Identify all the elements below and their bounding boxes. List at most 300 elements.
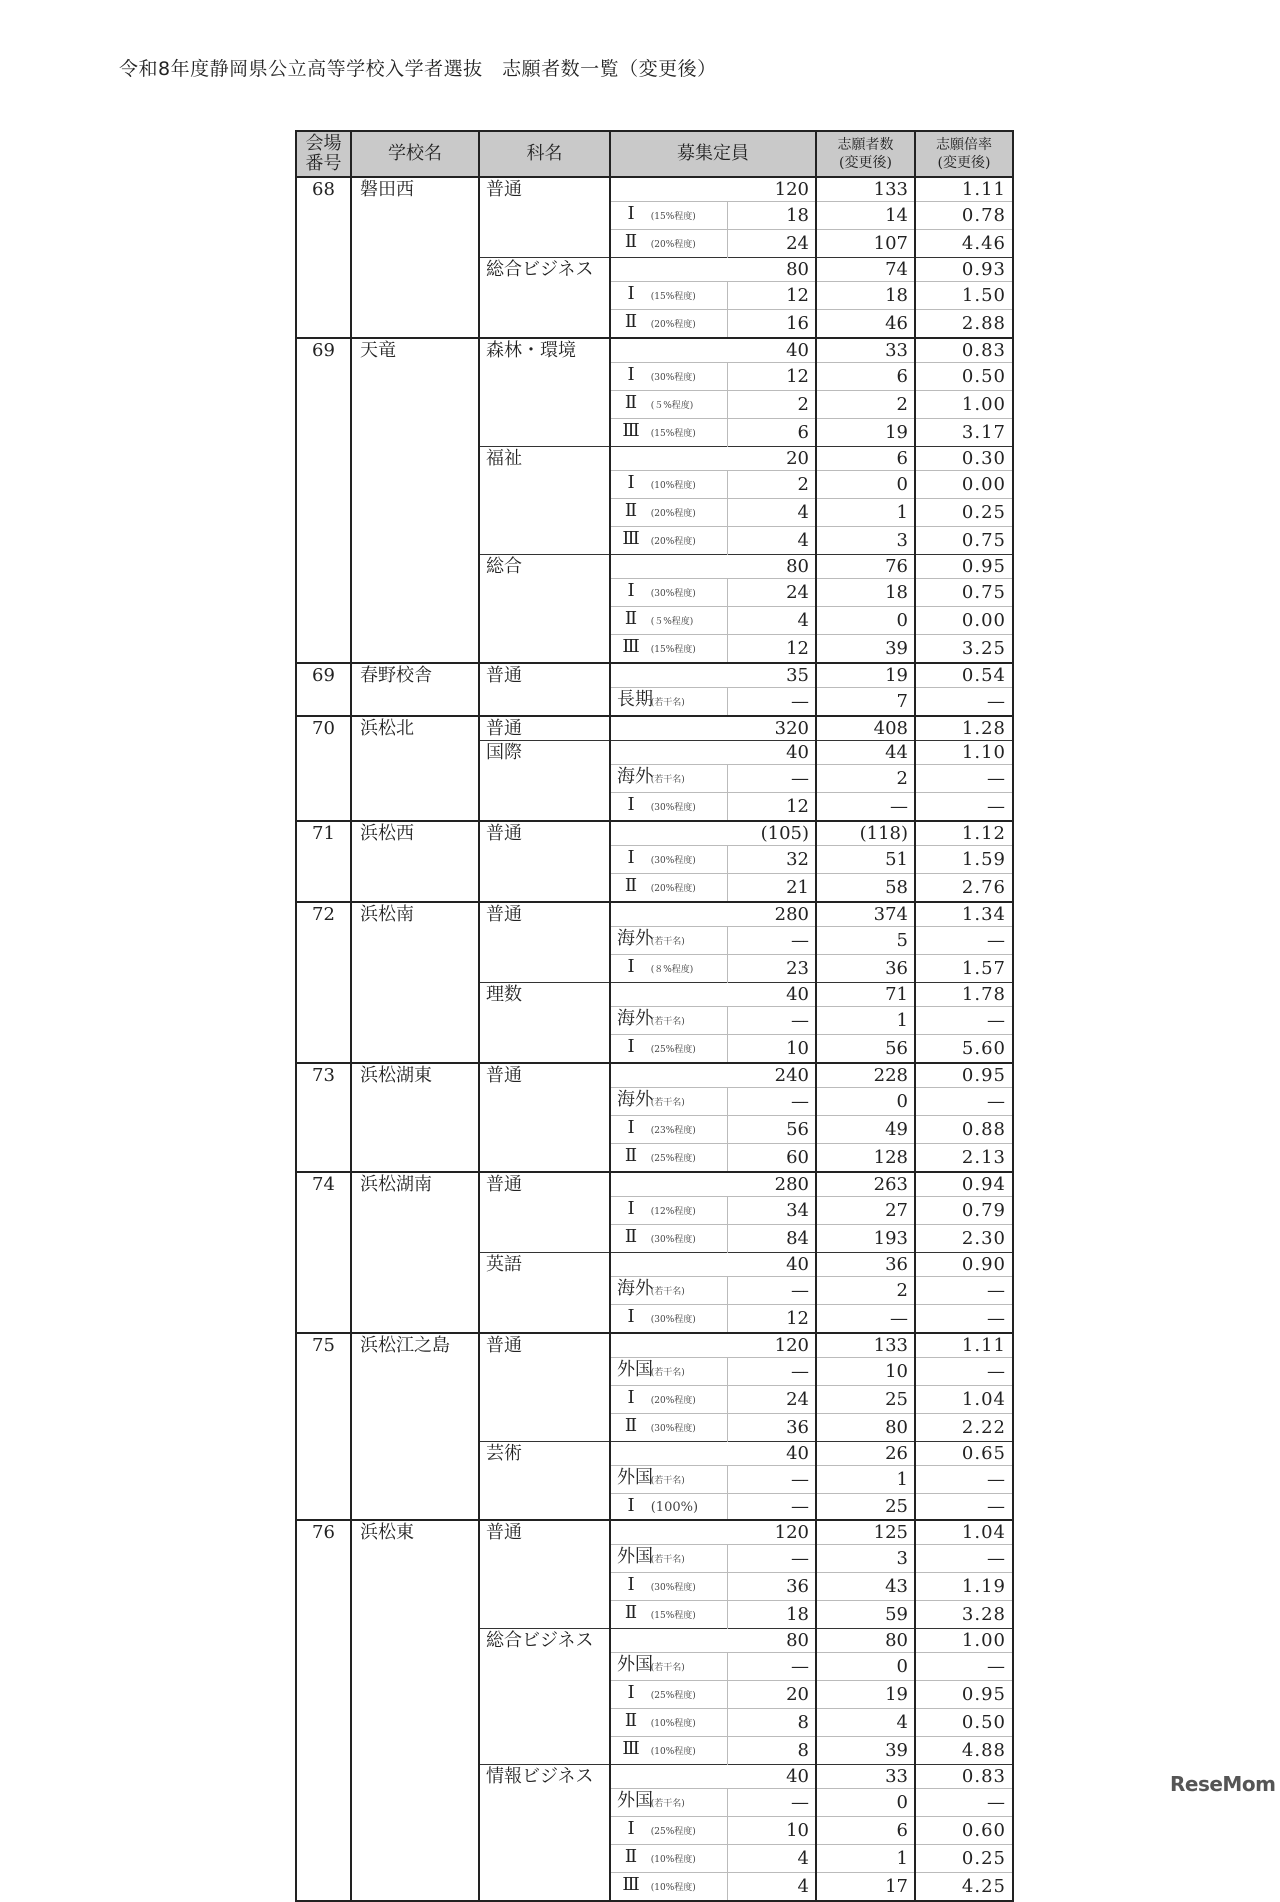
- applicants-value: 25: [816, 1494, 915, 1521]
- applicants-value: 71: [816, 983, 915, 1007]
- applicants-value: 2: [816, 391, 915, 419]
- ratio-value: —: [915, 1466, 1013, 1494]
- selection-note: (８%程度): [650, 965, 694, 975]
- quota-value: 8: [727, 1737, 816, 1765]
- ratio-value: 4.88: [915, 1737, 1013, 1765]
- selection-note: (25%程度): [650, 1154, 696, 1164]
- ratio-value: —: [915, 1277, 1013, 1305]
- applicants-value: 36: [816, 1253, 915, 1277]
- quota-value: 4: [727, 607, 816, 635]
- applicants-value: 1: [816, 1845, 915, 1873]
- applicants-value: 193: [816, 1225, 915, 1253]
- school-name: 浜松湖南: [351, 1172, 479, 1333]
- selection-note: (若干名): [650, 1287, 685, 1297]
- ratio-value: 0.25: [915, 1845, 1013, 1873]
- selection-label: [610, 607, 727, 635]
- selection-type: Ⅰ: [627, 580, 635, 601]
- table-row: [296, 821, 1013, 846]
- quota-value: 80: [610, 555, 816, 579]
- selection-label: [610, 471, 727, 499]
- selection-note: (若干名): [650, 1663, 685, 1673]
- applicants-value: 26: [816, 1442, 915, 1466]
- applicants-value: 51: [816, 846, 915, 874]
- quota-value: 240: [610, 1063, 816, 1088]
- selection-note: (20%程度): [650, 320, 696, 330]
- selection-note: (30%程度): [650, 856, 696, 866]
- applicants-table: [295, 130, 1014, 1902]
- ratio-value: 0.94: [915, 1172, 1013, 1197]
- header-ratio: [915, 131, 1013, 177]
- header-venue: [296, 131, 351, 177]
- quota-value: 18: [727, 1601, 816, 1629]
- applicants-value: 7: [816, 688, 915, 717]
- dept-name: 普通: [479, 1172, 610, 1253]
- selection-type: Ⅲ: [622, 1874, 640, 1895]
- selection-note: (30%程度): [650, 803, 696, 813]
- header-quota: 募集定員: [610, 131, 816, 177]
- header-ratio-line2: (変更後): [937, 155, 991, 171]
- quota-value: 35: [610, 663, 816, 688]
- applicants-value: 74: [816, 258, 915, 282]
- selection-label: [610, 846, 727, 874]
- quota-value: 20: [610, 447, 816, 471]
- applicants-value: 39: [816, 635, 915, 664]
- ratio-value: 0.00: [915, 607, 1013, 635]
- table-row: [296, 177, 1013, 202]
- selection-note: (20%程度): [650, 1396, 696, 1406]
- quota-value: 34: [727, 1197, 816, 1225]
- applicants-value: 1: [816, 499, 915, 527]
- ratio-value: —: [915, 688, 1013, 717]
- ratio-value: 3.28: [915, 1601, 1013, 1629]
- ratio-value: 0.83: [915, 338, 1013, 363]
- dept-name: 福祉: [479, 447, 610, 555]
- ratio-value: 0.95: [915, 555, 1013, 579]
- dept-name: 芸術: [479, 1442, 610, 1521]
- quota-value: 10: [727, 1035, 816, 1064]
- ratio-value: 0.75: [915, 527, 1013, 555]
- applicants-value: 2: [816, 765, 915, 793]
- selection-label: [610, 391, 727, 419]
- header-school: 学校名: [351, 131, 479, 177]
- applicants-value: 128: [816, 1144, 915, 1173]
- quota-value: 80: [610, 1629, 816, 1653]
- applicants-value: 133: [816, 177, 915, 202]
- quota-value: 56: [727, 1116, 816, 1144]
- selection-note: (20%程度): [650, 884, 696, 894]
- school-name: 浜松湖東: [351, 1063, 479, 1172]
- selection-label: [610, 1197, 727, 1225]
- selection-label: [610, 1088, 727, 1116]
- dept-name: 普通: [479, 663, 610, 716]
- venue-number: 74: [296, 1172, 351, 1333]
- selection-type: Ⅱ: [624, 1710, 638, 1731]
- selection-label: [610, 874, 727, 903]
- selection-type: Ⅰ: [627, 283, 635, 304]
- selection-note: (15%程度): [650, 212, 696, 222]
- selection-note: (10%程度): [650, 1719, 696, 1729]
- ratio-value: 0.50: [915, 1709, 1013, 1737]
- dept-name: 総合: [479, 555, 610, 664]
- dept-name: 情報ビジネス: [479, 1765, 610, 1902]
- ratio-value: 0.60: [915, 1817, 1013, 1845]
- quota-value: 24: [727, 579, 816, 607]
- selection-label: [610, 363, 727, 391]
- ratio-value: 0.54: [915, 663, 1013, 688]
- quota-value: 120: [610, 1520, 816, 1545]
- selection-type: Ⅰ: [627, 1198, 635, 1219]
- quota-value: —: [727, 1358, 816, 1386]
- applicants-value: 25: [816, 1386, 915, 1414]
- applicants-value: 133: [816, 1333, 915, 1358]
- venue-number: 73: [296, 1063, 351, 1172]
- quota-value: 12: [727, 793, 816, 822]
- selection-note: (若干名): [650, 1017, 685, 1027]
- selection-note: (20%程度): [650, 509, 696, 519]
- applicants-value: 19: [816, 663, 915, 688]
- selection-note: (若干名): [650, 937, 685, 947]
- selection-note: (10%程度): [650, 1855, 696, 1865]
- quota-value: 2: [727, 391, 816, 419]
- dept-name: 普通: [479, 177, 610, 258]
- venue-number: 72: [296, 902, 351, 1063]
- applicants-value: 18: [816, 282, 915, 310]
- selection-label: [610, 1466, 727, 1494]
- selection-type: Ⅱ: [624, 1145, 638, 1166]
- selection-note: (若干名): [650, 1555, 685, 1565]
- selection-type: Ⅰ: [627, 364, 635, 385]
- applicants-value: —: [816, 1305, 915, 1334]
- applicants-value: 5: [816, 927, 915, 955]
- selection-type: Ⅱ: [624, 1846, 638, 1867]
- table-row: [296, 902, 1013, 927]
- ratio-value: 2.22: [915, 1414, 1013, 1442]
- applicants-value: 46: [816, 310, 915, 339]
- selection-label: [610, 202, 727, 230]
- selection-label: [610, 282, 727, 310]
- selection-label: [610, 927, 727, 955]
- quota-value: 84: [727, 1225, 816, 1253]
- ratio-value: —: [915, 1358, 1013, 1386]
- selection-type: Ⅰ: [627, 203, 635, 224]
- quota-value: 12: [727, 282, 816, 310]
- quota-value: 16: [727, 310, 816, 339]
- selection-type: Ⅱ: [624, 608, 638, 629]
- selection-label: [610, 419, 727, 447]
- ratio-value: —: [915, 1305, 1013, 1334]
- table-row: [296, 716, 1013, 741]
- applicants-value: 0: [816, 607, 915, 635]
- page-title: 令和8年度静岡県公立高等学校入学者選抜 志願者数一覧（変更後）: [119, 58, 717, 80]
- selection-label: [610, 1144, 727, 1173]
- selection-type: Ⅰ: [627, 1117, 635, 1138]
- ratio-value: 3.25: [915, 635, 1013, 664]
- applicants-value: 36: [816, 955, 915, 983]
- table-row: [296, 1063, 1013, 1088]
- applicants-value: 19: [816, 1681, 915, 1709]
- ratio-value: 1.50: [915, 282, 1013, 310]
- ratio-value: —: [915, 1789, 1013, 1817]
- selection-label: [610, 688, 727, 717]
- quota-value: 36: [727, 1414, 816, 1442]
- applicants-value: 56: [816, 1035, 915, 1064]
- selection-type: Ⅲ: [622, 1738, 640, 1759]
- selection-type: Ⅰ: [627, 847, 635, 868]
- quota-value: 20: [727, 1681, 816, 1709]
- selection-label: [610, 765, 727, 793]
- ratio-value: 0.50: [915, 363, 1013, 391]
- selection-type: Ⅱ: [624, 500, 638, 521]
- ratio-value: 0.79: [915, 1197, 1013, 1225]
- selection-note: (５%程度): [650, 617, 694, 627]
- school-name: 浜松北: [351, 716, 479, 821]
- ratio-value: 1.19: [915, 1573, 1013, 1601]
- ratio-value: —: [915, 1653, 1013, 1681]
- ratio-value: 1.34: [915, 902, 1013, 927]
- applicants-value: 228: [816, 1063, 915, 1088]
- quota-value: —: [727, 1789, 816, 1817]
- quota-value: —: [727, 765, 816, 793]
- selection-type: Ⅰ: [627, 472, 635, 493]
- ratio-value: 1.28: [915, 716, 1013, 741]
- selection-label: [610, 1873, 727, 1902]
- selection-note: (100%): [650, 1500, 699, 1515]
- venue-number: 75: [296, 1333, 351, 1520]
- selection-type: Ⅱ: [624, 392, 638, 413]
- applicants-value: 6: [816, 363, 915, 391]
- dept-name: 森林・環境: [479, 338, 610, 447]
- selection-label: [610, 793, 727, 822]
- applicants-value: (118): [816, 821, 915, 846]
- applicants-value: 58: [816, 874, 915, 903]
- applicants-value: —: [816, 793, 915, 822]
- ratio-value: 0.83: [915, 1765, 1013, 1789]
- selection-label: [610, 310, 727, 339]
- selection-label: [610, 1737, 727, 1765]
- venue-number: 69: [296, 338, 351, 663]
- ratio-value: 0.88: [915, 1116, 1013, 1144]
- applicants-value: 76: [816, 555, 915, 579]
- quota-value: —: [727, 1494, 816, 1521]
- selection-label: [610, 955, 727, 983]
- venue-number: 69: [296, 663, 351, 716]
- selection-label: [610, 1601, 727, 1629]
- table-header-row: [296, 131, 1013, 177]
- selection-label: [610, 1414, 727, 1442]
- applicants-value: 0: [816, 471, 915, 499]
- ratio-value: 0.30: [915, 447, 1013, 471]
- ratio-value: 1.04: [915, 1386, 1013, 1414]
- selection-note: (15%程度): [650, 1611, 696, 1621]
- school-name: 浜松南: [351, 902, 479, 1063]
- selection-note: (10%程度): [650, 481, 696, 491]
- applicants-value: 0: [816, 1653, 915, 1681]
- quota-value: 40: [610, 338, 816, 363]
- ratio-value: —: [915, 793, 1013, 822]
- selection-type: Ⅱ: [624, 875, 638, 896]
- applicants-value: 3: [816, 1545, 915, 1573]
- applicants-value: 2: [816, 1277, 915, 1305]
- ratio-value: 0.90: [915, 1253, 1013, 1277]
- selection-type: Ⅲ: [622, 528, 640, 549]
- dept-name: 総合ビジネス: [479, 258, 610, 339]
- quota-value: —: [727, 1277, 816, 1305]
- quota-value: 24: [727, 230, 816, 258]
- selection-label: [610, 1709, 727, 1737]
- quota-value: 4: [727, 1873, 816, 1902]
- selection-note: (30%程度): [650, 373, 696, 383]
- quota-value: 12: [727, 363, 816, 391]
- school-name: 春野校舎: [351, 663, 479, 716]
- selection-type: Ⅰ: [627, 1387, 635, 1408]
- applicants-value: 6: [816, 1817, 915, 1845]
- venue-number: 76: [296, 1520, 351, 1901]
- selection-type: 海外: [617, 1089, 653, 1110]
- quota-value: 320: [610, 716, 816, 741]
- quota-value: —: [727, 1007, 816, 1035]
- selection-type: Ⅱ: [624, 1226, 638, 1247]
- ratio-value: 1.59: [915, 846, 1013, 874]
- quota-value: 8: [727, 1709, 816, 1737]
- selection-label: [610, 1845, 727, 1873]
- selection-label: [610, 1035, 727, 1064]
- ratio-value: 2.88: [915, 310, 1013, 339]
- applicants-value: 0: [816, 1088, 915, 1116]
- selection-label: [610, 1789, 727, 1817]
- selection-type: Ⅰ: [627, 1495, 635, 1516]
- quota-value: 12: [727, 1305, 816, 1334]
- quota-value: 10: [727, 1817, 816, 1845]
- selection-label: [610, 1305, 727, 1334]
- venue-number: 68: [296, 177, 351, 338]
- applicants-value: 44: [816, 741, 915, 765]
- selection-note: (５%程度): [650, 401, 694, 411]
- resemom-logo: ReseMom: [1170, 1772, 1276, 1796]
- dept-name: 普通: [479, 821, 610, 902]
- selection-type: Ⅰ: [627, 1306, 635, 1327]
- selection-label: [610, 1007, 727, 1035]
- dept-name: 普通: [479, 902, 610, 983]
- dept-name: 普通: [479, 1063, 610, 1172]
- ratio-value: 0.95: [915, 1063, 1013, 1088]
- selection-type: Ⅱ: [624, 231, 638, 252]
- applicants-value: 10: [816, 1358, 915, 1386]
- table-body: [296, 177, 1013, 1901]
- selection-label: [610, 1358, 727, 1386]
- school-name: 磐田西: [351, 177, 479, 338]
- selection-note: (25%程度): [650, 1045, 696, 1055]
- selection-label: [610, 635, 727, 664]
- selection-note: (10%程度): [650, 1883, 696, 1893]
- table-row: [296, 663, 1013, 688]
- quota-value: 280: [610, 1172, 816, 1197]
- quota-value: (105): [610, 821, 816, 846]
- selection-label: [610, 1653, 727, 1681]
- dept-name: 英語: [479, 1253, 610, 1334]
- selection-note: (若干名): [650, 1098, 685, 1108]
- ratio-value: 0.78: [915, 202, 1013, 230]
- ratio-value: 4.46: [915, 230, 1013, 258]
- quota-value: —: [727, 688, 816, 717]
- selection-note: (30%程度): [650, 1315, 696, 1325]
- selection-type: 外国: [617, 1359, 653, 1380]
- selection-type: Ⅰ: [627, 794, 635, 815]
- header-venue-line1: 会場: [305, 133, 342, 154]
- ratio-value: 1.12: [915, 821, 1013, 846]
- ratio-value: 2.76: [915, 874, 1013, 903]
- table-row: [296, 1172, 1013, 1197]
- selection-label: [610, 1225, 727, 1253]
- selection-note: (若干名): [650, 775, 685, 785]
- applicants-value: 33: [816, 1765, 915, 1789]
- selection-type: Ⅱ: [624, 1415, 638, 1436]
- applicants-value: 263: [816, 1172, 915, 1197]
- applicants-value: 4: [816, 1709, 915, 1737]
- quota-value: 4: [727, 1845, 816, 1873]
- ratio-value: 1.00: [915, 391, 1013, 419]
- ratio-value: 0.25: [915, 499, 1013, 527]
- ratio-value: 0.65: [915, 1442, 1013, 1466]
- quota-value: —: [727, 1545, 816, 1573]
- ratio-value: 0.00: [915, 471, 1013, 499]
- selection-note: (10%程度): [650, 1747, 696, 1757]
- quota-value: 40: [610, 1442, 816, 1466]
- ratio-value: 2.13: [915, 1144, 1013, 1173]
- selection-note: (若干名): [650, 1476, 685, 1486]
- selection-note: (23%程度): [650, 1126, 696, 1136]
- ratio-value: —: [915, 1494, 1013, 1521]
- selection-type: 海外: [617, 1008, 653, 1029]
- selection-type: Ⅲ: [622, 636, 640, 657]
- quota-value: —: [727, 1653, 816, 1681]
- selection-label: [610, 499, 727, 527]
- school-name: 天竜: [351, 338, 479, 663]
- selection-note: (25%程度): [650, 1827, 696, 1837]
- table-row: [296, 1520, 1013, 1545]
- applicants-value: 107: [816, 230, 915, 258]
- applicants-value: 43: [816, 1573, 915, 1601]
- selection-note: (15%程度): [650, 429, 696, 439]
- selection-note: (20%程度): [650, 240, 696, 250]
- quota-value: —: [727, 1088, 816, 1116]
- school-name: 浜松江之島: [351, 1333, 479, 1520]
- selection-type: Ⅲ: [622, 420, 640, 441]
- selection-label: [610, 1681, 727, 1709]
- applicants-value: 17: [816, 1873, 915, 1902]
- applicants-value: 18: [816, 579, 915, 607]
- quota-value: 4: [727, 527, 816, 555]
- quota-value: 80: [610, 258, 816, 282]
- ratio-value: 4.25: [915, 1873, 1013, 1902]
- applicants-value: 59: [816, 1601, 915, 1629]
- selection-note: (若干名): [650, 698, 685, 708]
- header-venue-line2: 番号: [305, 153, 342, 174]
- selection-label: [610, 527, 727, 555]
- quota-value: 6: [727, 419, 816, 447]
- venue-number: 70: [296, 716, 351, 821]
- quota-value: 12: [727, 635, 816, 664]
- selection-note: (15%程度): [650, 292, 696, 302]
- ratio-value: 0.95: [915, 1681, 1013, 1709]
- ratio-value: 1.11: [915, 1333, 1013, 1358]
- ratio-value: 1.04: [915, 1520, 1013, 1545]
- quota-value: 40: [610, 1765, 816, 1789]
- selection-type: Ⅰ: [627, 1036, 635, 1057]
- selection-label: [610, 1277, 727, 1305]
- quota-value: 2: [727, 471, 816, 499]
- selection-label: [610, 1116, 727, 1144]
- applicants-value: 33: [816, 338, 915, 363]
